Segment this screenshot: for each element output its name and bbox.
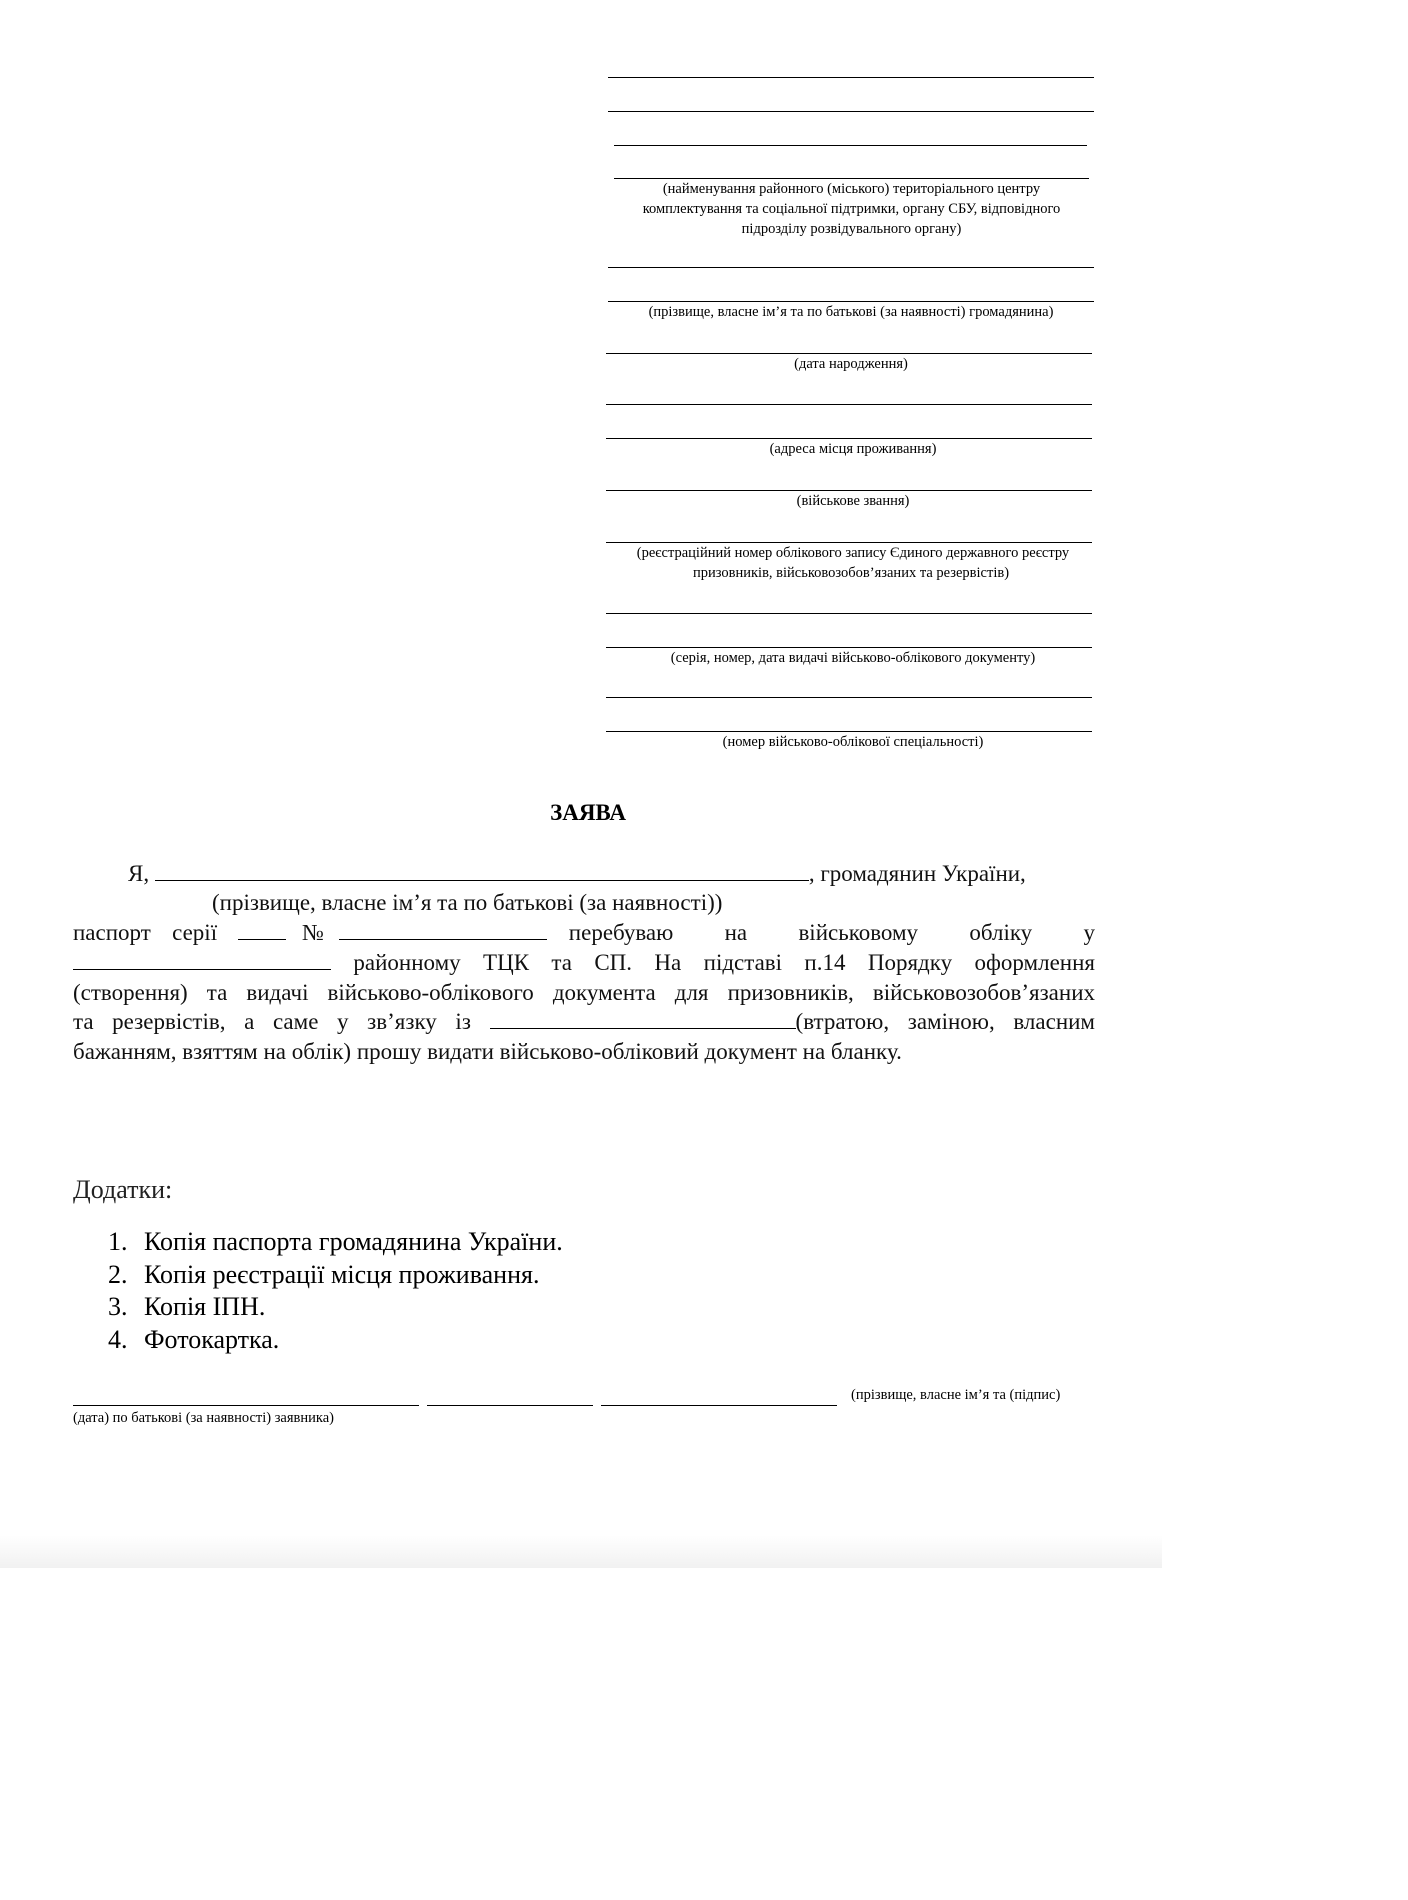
tcc-name-line-1[interactable]: [608, 77, 1094, 78]
tcc-name-line-3[interactable]: [614, 145, 1087, 146]
tcc-caption-3: підрозділу розвідувального органу): [741, 221, 962, 237]
number-sign: №: [286, 920, 340, 945]
attachment-number: 1.: [108, 1227, 128, 1256]
tcc-caption-2: комплектування та соціальної підтримки, органу СБУ, відповідного: [642, 201, 1061, 217]
passport-number-field[interactable]: [339, 919, 547, 940]
passport-word: паспорт: [73, 920, 151, 945]
attachment-text: Фотокартка.: [144, 1325, 280, 1354]
specialty-line-1[interactable]: [606, 697, 1092, 698]
signature-bottom-caption: (дата) по батькові (за наявності) заявника): [73, 1410, 334, 1426]
rank-caption: (військове звання): [796, 493, 910, 509]
passport-series-and-number: [238, 920, 547, 945]
attachment-number: 4.: [108, 1325, 128, 1354]
document-line-1[interactable]: [606, 613, 1092, 614]
signature-line[interactable]: [427, 1405, 593, 1406]
registry-caption-1: (реєстраційний номер облікового запису Єдиного державного реєстру: [636, 545, 1070, 561]
attachment-number: 3.: [108, 1292, 128, 1321]
reason-options: (втратою, заміною, власним: [795, 1009, 1095, 1034]
series-word: серії: [172, 920, 218, 945]
statement-line-district: [73, 948, 1095, 978]
fullname-caption: (прізвище, власне ім’я та по батькові (за наявності) громадянина): [648, 304, 1054, 320]
name-hint: (прізвище, власне ім’я та по батькові (за наявності)): [212, 890, 723, 915]
attachment-item-4: [108, 1325, 279, 1355]
page-bottom-shade: [0, 1535, 1162, 1568]
district-field[interactable]: [73, 949, 331, 970]
address-caption: (адреса місця проживання): [769, 441, 937, 457]
statement-line-1: [128, 859, 1098, 889]
statement-i: Я,: [128, 861, 150, 886]
reason-field[interactable]: [490, 1008, 796, 1029]
statement-citizen: , громадянин України,: [808, 861, 1026, 886]
reason-intro: та резервістів, а саме у зв’язку із: [73, 1009, 471, 1034]
attachment-text: Копія паспорта громадянина України.: [144, 1227, 563, 1256]
passport-series-field[interactable]: [238, 919, 286, 940]
attachment-item-3: [108, 1292, 265, 1322]
specialty-caption: (номер військово-облікової спеціальності): [722, 734, 984, 750]
statement-line-reason: [73, 1007, 1095, 1037]
registered-text: перебуваю на військовому обліку у: [568, 920, 1095, 945]
birthdate-caption: (дата народження): [794, 356, 908, 372]
attachment-item-1: [108, 1227, 563, 1257]
statement-line-passport: [73, 918, 1095, 948]
applicant-name-field[interactable]: [155, 860, 809, 881]
attachments-heading: Додатки:: [73, 1175, 173, 1204]
district-tcc-text: районному ТЦК та СП. На підставі п.14 Порядку оформлення: [353, 950, 1095, 975]
statement-line-3: (створення) та видачі військово-облікового документа для призовників, військовозобов’язаних: [73, 980, 1095, 1005]
attachment-item-2: [108, 1260, 539, 1290]
document-title: ЗАЯВА: [550, 800, 626, 825]
tcc-name-line-2[interactable]: [608, 111, 1094, 112]
fullname-line-1[interactable]: [608, 267, 1094, 268]
date-signature-line[interactable]: [73, 1405, 419, 1406]
attachment-text: Копія реєстрації місця проживання.: [144, 1260, 540, 1289]
registry-caption-2: призовників, військовозобов’язаних та резервістів): [692, 565, 1010, 581]
document-caption: (серія, номер, дата видачі військово-облікового документу): [670, 650, 1036, 666]
statement-line-5: бажанням, взяттям на облік) прошу видати військово-обліковий документ на бланку.: [73, 1039, 902, 1064]
applicant-name-signature-line[interactable]: [601, 1405, 837, 1406]
attachment-text: Копія ІПН.: [144, 1292, 266, 1321]
attachment-number: 2.: [108, 1260, 128, 1289]
address-line-1[interactable]: [606, 404, 1092, 405]
signature-right-caption: (прізвище, власне ім’я та (підпис): [851, 1387, 1061, 1403]
tcc-caption-1: (найменування районного (міського) територіального центру: [662, 181, 1041, 197]
